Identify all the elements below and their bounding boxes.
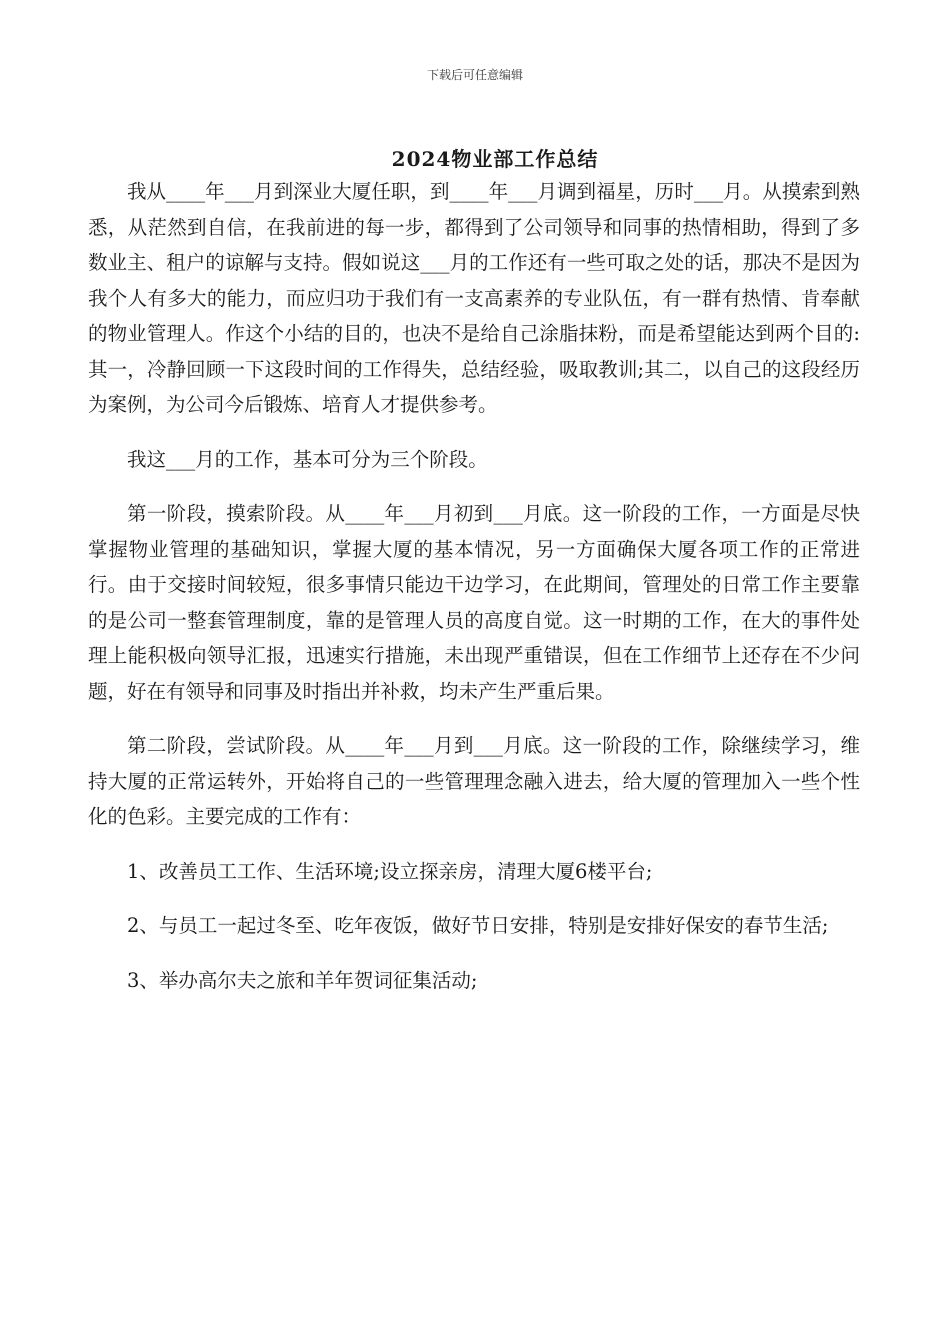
paragraph-stage-two: 第二阶段，尝试阶段。从____年___月到___月底。这一阶段的工作，除继续学习，维持大厦的正常运转外，开始将自己的一些管理理念融入进去，给大厦的管理加入一些个性化的色彩。主要完成的工作有： bbox=[88, 734, 860, 828]
list-item-3: 3、举办高尔夫之旅和羊年贺词征集活动; bbox=[127, 968, 478, 992]
header-note: 下载后可任意编辑 bbox=[426, 68, 523, 82]
paragraph-stage-one: 第一阶段，摸索阶段。从____年___月初到___月底。这一阶段的工作，一方面是尽快掌握物业管理的基础知识，掌握大厦的基本情况，另一方面确保大厦各项工作的正常进行。由于交接时间较短，很多事情只能边干边学习，在此期间，管理处的日常工作主要靠的是公司一整套管理制度，靠的是管理人员的高度自觉。这一时期的工作，在大的事件处理上能积极向领导汇报，迅速实行措施，未出现严重错误，但在工作细节上还存在不少问题，好在有领导和同事及时指出并补救，均未产生严重后果。 bbox=[88, 502, 860, 703]
paragraph-intro: 我从____年___月到深业大厦任职，到____年___月调到福星，历时___月。从摸索到熟悉，从茫然到自信，在我前进的每一步，都得到了公司领导和同事的热情相助，得到了多数业主、租户的谅解与支持。假如说这___月的工作还有一些可取之处的话，那决不是因为我个人有多大的能力，而应归功于我们有一支高素养的专业队伍，有一群有热情、肯奉献的物业管理人。作这个小结的目的，也决不是给自己涂脂抹粉，而是希望能达到两个目的:其一，冷静回顾一下这段时间的工作得失，总结经验，吸取教训;其二，以自己的这段经历为案例，为公司今后锻炼、培育人才提供参考。 bbox=[88, 180, 860, 416]
list-item-2: 2、与员工一起过冬至、吃年夜饭，做好节日安排，特别是安排好保安的春节生活; bbox=[127, 914, 829, 937]
document-title: 2024物业部工作总结 bbox=[391, 147, 599, 171]
list-item-1: 1、改善员工工作、生活环境;设立探亲房，清理大厦6楼平台; bbox=[127, 859, 653, 883]
paragraph-overview: 我这___月的工作，基本可分为三个阶段。 bbox=[127, 447, 488, 471]
document-body bbox=[88, 174, 860, 1017]
